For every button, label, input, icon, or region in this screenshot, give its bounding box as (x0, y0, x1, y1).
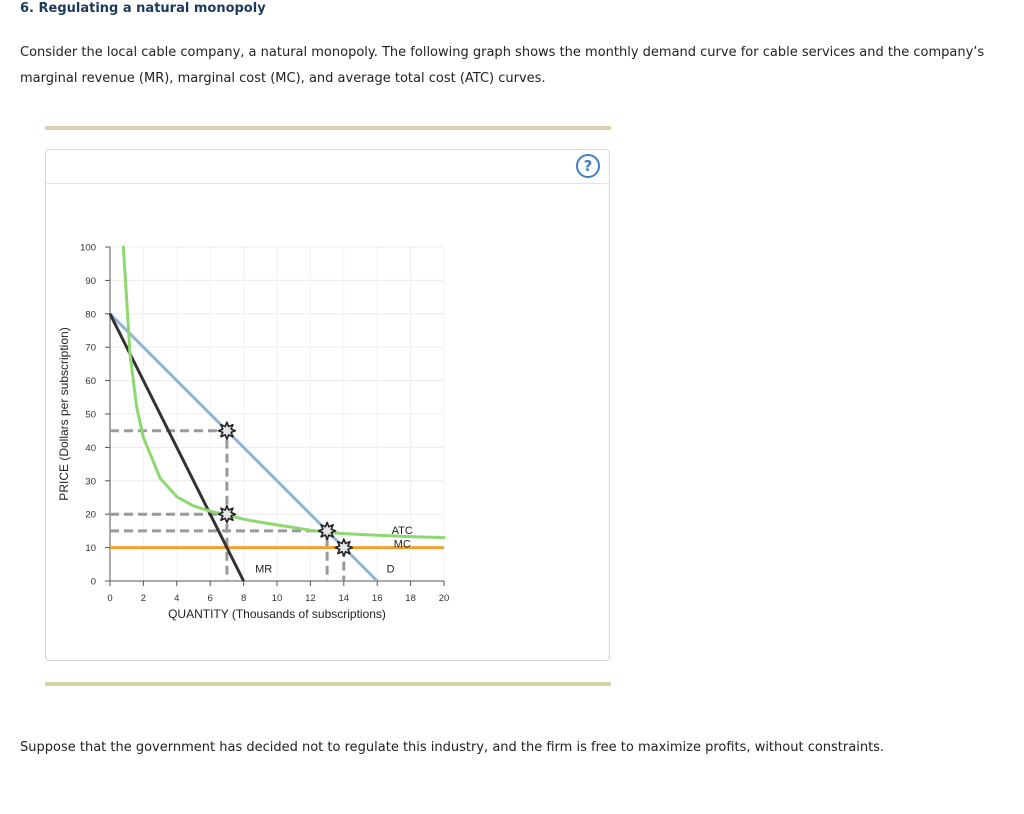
x-axis-title: QUANTITY (Thousands of subscriptions) (168, 607, 386, 621)
atc-demand-intersection-marker (319, 522, 336, 539)
y-tick-label: 70 (85, 342, 96, 354)
curve-label-mc: MC (393, 538, 411, 551)
graph-panel (45, 149, 610, 661)
curve-label-atc: ATC (391, 525, 413, 538)
y-tick-label: 60 (85, 376, 96, 388)
top-divider (45, 126, 611, 130)
x-tick-label: 18 (405, 593, 416, 604)
y-tick-label: 0 (90, 576, 96, 588)
page-heading: 6. Regulating a natural monopoly (20, 1, 266, 16)
y-tick-label: 10 (85, 543, 96, 555)
chart (46, 150, 609, 660)
y-tick-label: 40 (85, 442, 96, 454)
x-tick-label: 0 (107, 593, 113, 604)
dashed-guide-line (110, 431, 227, 581)
x-tick-label: 20 (438, 593, 450, 604)
y-tick-label: 30 (85, 476, 96, 488)
mc-demand-intersection-marker (335, 539, 352, 556)
x-tick-label: 4 (174, 593, 180, 604)
help-icon[interactable]: ? (576, 154, 600, 178)
y-tick-label: 80 (85, 309, 96, 321)
x-tick-label: 12 (305, 593, 316, 604)
y-axis-title: PRICE (Dollars per subscription) (57, 327, 71, 501)
x-tick-label: 14 (338, 593, 350, 604)
curve-label-d: D (386, 563, 395, 576)
intro-text: Consider the local cable company, a natural monopoly. The following graph shows the monthly demand curve for cable services and the company’s marginal revenue (MR), marginal cost (MC), and average total cost (ATC) curves. (20, 45, 985, 86)
x-tick-label: 16 (371, 593, 383, 604)
y-tick-label: 50 (85, 409, 96, 421)
y-tick-label: 20 (85, 509, 96, 521)
dashed-guide-line (110, 531, 327, 581)
y-tick-label: 90 (85, 275, 96, 287)
x-tick-label: 10 (271, 593, 283, 604)
y-tick-label: 100 (80, 242, 96, 254)
atc-curve (123, 247, 444, 538)
monopoly-price-marker (218, 422, 235, 439)
curve-label-mr: MR (255, 563, 273, 576)
x-tick-label: 8 (240, 593, 247, 604)
x-tick-label: 2 (140, 593, 147, 604)
monopoly-atc-marker (218, 506, 235, 523)
footer-text: Suppose that the government has decided not to regulate this industry, and the firm is free to maximize profits, without constraints. (20, 740, 885, 755)
bottom-divider (45, 682, 611, 686)
x-tick-label: 6 (207, 593, 213, 604)
